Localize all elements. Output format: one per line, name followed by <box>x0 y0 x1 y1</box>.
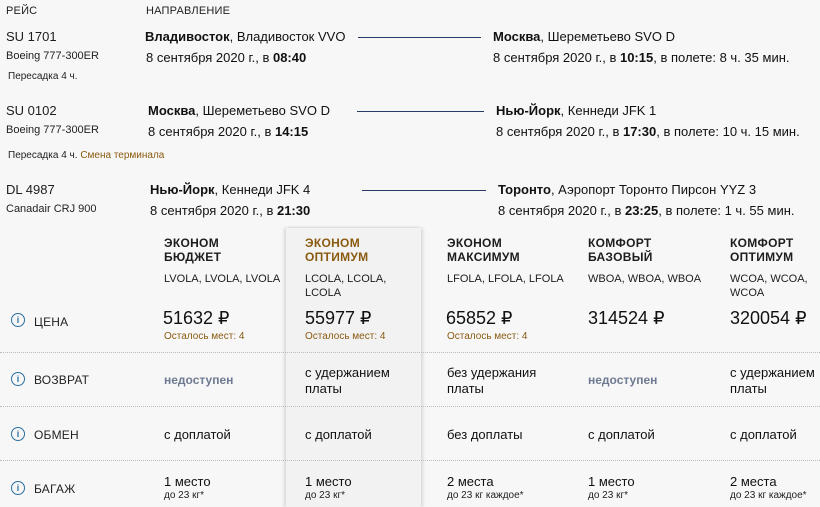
flight-column-header: РЕЙС <box>6 5 38 17</box>
fare-price[interactable]: 51632 ₽ <box>163 308 230 328</box>
row-divider <box>0 352 820 354</box>
refund-value: с удержанием платы <box>305 365 390 396</box>
info-icon[interactable]: i <box>11 313 25 327</box>
refund-value: недоступен <box>588 373 658 387</box>
fare-name[interactable]: ЭКОНОМ БЮДЖЕТ <box>164 236 222 264</box>
fare-codes: LCOLA, LCOLA, LCOLA <box>305 273 387 299</box>
aircraft: Canadair CRJ 900 <box>6 203 97 215</box>
arrival-time: 8 сентября 2020 г., в 23:25, в полете: 1 ч. 55 мин. <box>498 203 795 218</box>
baggage-weight: до 23 кг каждое* <box>447 490 524 501</box>
fare-name[interactable]: КОМФОРТ БАЗОВЫЙ <box>588 236 653 264</box>
seats-left: Осталось мест: 4 <box>164 331 245 342</box>
info-icon[interactable]: i <box>11 372 25 386</box>
aircraft: Boeing 777-300ER <box>6 124 99 136</box>
info-icon[interactable]: i <box>11 427 25 441</box>
departure-airport: Владивосток, Владивосток VVO <box>145 29 346 44</box>
flight-number: SU 1701 <box>6 29 57 44</box>
baggage-weight: до 23 кг каждое* <box>730 490 807 501</box>
refund-row-label: ВОЗВРАТ <box>34 373 90 387</box>
exchange-value: с доплатой <box>305 427 372 442</box>
fare-codes: LVOLA, LVOLA, LVOLA <box>164 273 281 285</box>
baggage-value: 1 место <box>588 474 635 489</box>
baggage-weight: до 23 кг* <box>305 490 345 501</box>
fare-codes: LFOLA, LFOLA, LFOLA <box>447 273 564 285</box>
transfer-info: Пересадка 4 ч. <box>8 71 78 82</box>
departure-airport: Нью-Йорк, Кеннеди JFK 4 <box>150 182 311 197</box>
exchange-value: с доплатой <box>164 427 231 442</box>
seats-left: Осталось мест: 4 <box>447 331 528 342</box>
fare-price[interactable]: 65852 ₽ <box>446 308 513 328</box>
baggage-value: 2 места <box>730 474 777 489</box>
arrival-time: 8 сентября 2020 г., в 17:30, в полете: 10 ч. 15 мин. <box>496 124 800 139</box>
departure-time: 8 сентября 2020 г., в 08:40 <box>146 50 307 65</box>
fare-name-selected[interactable]: ЭКОНОМ ОПТИМУМ <box>305 236 369 264</box>
fare-price[interactable]: 314524 ₽ <box>588 308 665 328</box>
transfer-info: Пересадка 4 ч. Смена терминала <box>8 150 165 161</box>
arrival-airport: Москва, Шереметьево SVO D <box>493 29 675 44</box>
route-line <box>362 190 486 191</box>
fare-name[interactable]: ЭКОНОМ МАКСИМУМ <box>447 236 520 264</box>
refund-value: без удержания платы <box>447 365 537 396</box>
departure-time: 8 сентября 2020 г., в 14:15 <box>148 124 309 139</box>
fare-price[interactable]: 320054 ₽ <box>730 308 807 328</box>
price-row-label: ЦЕНА <box>34 315 69 329</box>
row-divider <box>0 460 820 462</box>
baggage-weight: до 23 кг* <box>588 490 628 501</box>
departure-airport: Москва, Шереметьево SVO D <box>148 103 330 118</box>
exchange-row-label: ОБМЕН <box>34 428 79 442</box>
fare-name[interactable]: КОМФОРТ ОПТИМУМ <box>730 236 794 264</box>
refund-value: недоступен <box>164 373 234 387</box>
exchange-value: с доплатой <box>588 427 655 442</box>
aircraft: Boeing 777-300ER <box>6 50 99 62</box>
arrival-airport: Нью-Йорк, Кеннеди JFK 1 <box>496 103 657 118</box>
flight-number: SU 0102 <box>6 103 57 118</box>
direction-column-header: НАПРАВЛЕНИЕ <box>146 5 231 17</box>
terminal-change-note: Смена терминала <box>80 150 165 161</box>
route-line <box>358 37 481 38</box>
baggage-value: 1 место <box>305 474 352 489</box>
fare-codes: WBOA, WBOA, WBOA <box>588 273 702 285</box>
arrival-time: 8 сентября 2020 г., в 10:15, в полете: 8 ч. 35 мин. <box>493 50 790 65</box>
info-icon[interactable]: i <box>11 481 25 495</box>
seats-left: Осталось мест: 4 <box>305 331 386 342</box>
arrival-airport: Торонто, Аэропорт Торонто Пирсон YYZ 3 <box>498 182 757 197</box>
fare-price[interactable]: 55977 ₽ <box>305 308 372 328</box>
baggage-value: 2 места <box>447 474 494 489</box>
route-line <box>357 111 484 112</box>
refund-value: с удержанием платы <box>730 365 815 396</box>
departure-time: 8 сентября 2020 г., в 21:30 <box>150 203 311 218</box>
fare-codes: WCOA, WCOA, WCOA <box>730 273 808 299</box>
exchange-value: без доплаты <box>447 427 523 442</box>
baggage-row-label: БАГАЖ <box>34 482 76 496</box>
exchange-value: с доплатой <box>730 427 797 442</box>
row-divider <box>0 406 820 408</box>
baggage-value: 1 место <box>164 474 211 489</box>
baggage-weight: до 23 кг* <box>164 490 204 501</box>
flight-number: DL 4987 <box>6 182 55 197</box>
